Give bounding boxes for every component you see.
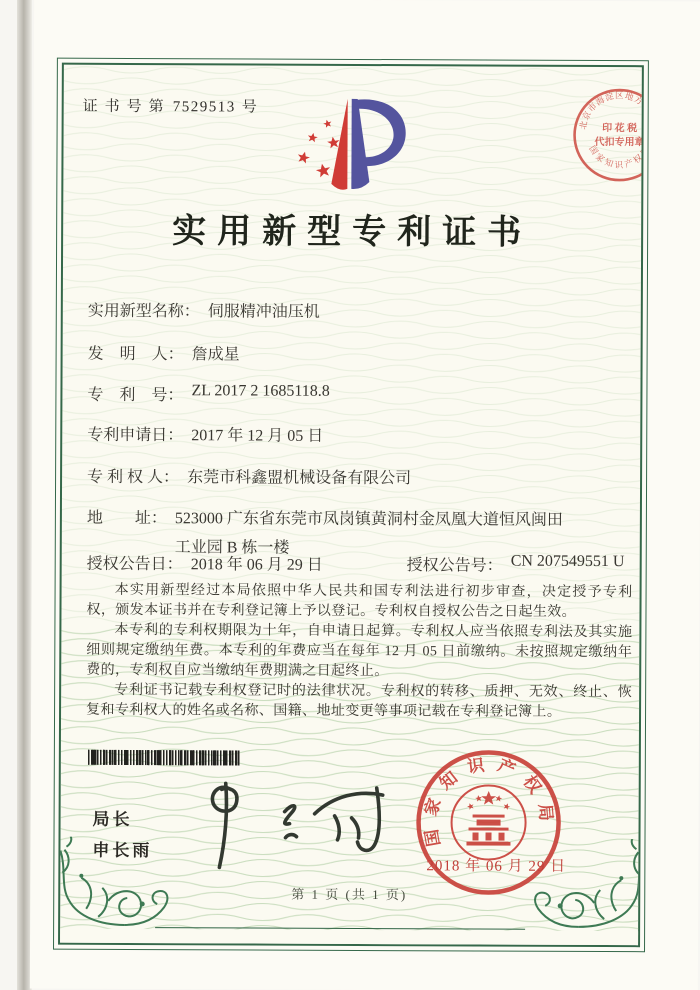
address-line-2: 工业园 B 栋一楼 <box>174 539 290 557</box>
certificate-number-prefix: 证书号第 <box>82 98 171 116</box>
seal-org-text: 国家知识产权局 <box>420 754 557 848</box>
field-row-patent-number <box>87 382 329 406</box>
field-label: 地 址： <box>86 509 167 528</box>
field-value: 2017 年 12 月 05 日 <box>191 427 324 445</box>
certificate-title: 实用新型专利证书 <box>172 213 533 252</box>
field-row-grant <box>87 551 643 576</box>
address-line-1: 523000 广东省东莞市凤岗镇黄洞村金凤凰大道恒风闽田 <box>174 510 563 529</box>
page-number: 第 1 页 (共 1 页) <box>291 886 408 903</box>
field-value: 伺服精冲油压机 <box>207 303 320 321</box>
legal-paragraph-2: 本专利的专利权期限为十年，自申请日起算。专利权人应当依照专利法及其实施细则规定缴纳年费。本专利的年费应当在每年 12 月 05 日前缴纳。未按照规定缴纳年费的，专利权自应当缴纳年费期满之日起终止。 <box>86 622 633 680</box>
field-value: 东莞市科鑫盟机械设备有限公司 <box>187 469 412 488</box>
legal-paragraph-3: 专利证书记载专利权登记时的法律状况。专利权的转移、质押、无效、终止、恢复和专利权人的姓名或名称、国籍、地址变更等事项记载在专利登记簿上。 <box>86 682 633 720</box>
certificate-number <box>83 95 257 117</box>
grant-number-group <box>407 552 625 576</box>
field-row-name <box>88 298 320 322</box>
national-emblem-icon <box>451 785 525 859</box>
certificate-number-suffix: 号 <box>241 99 257 116</box>
field-value: ZL 2017 2 1685118.8 <box>191 382 330 400</box>
grant-date-label: 授权公告日： <box>86 555 183 574</box>
tax-seal-top-arc: 北京市海淀区地方税务局 <box>577 90 662 131</box>
legal-text <box>86 581 633 723</box>
field-label: 专 利 权 人： <box>87 468 180 487</box>
field-row-patentee <box>87 464 411 488</box>
certificate-number-value: 7529513 <box>172 99 236 116</box>
inner-border-frame <box>58 63 662 948</box>
tax-seal-line2: 代扣专用章 <box>594 136 645 149</box>
seal-date: 2018 年 06 月 29 日 <box>426 858 567 875</box>
cnipa-logo-icon <box>277 96 427 207</box>
legal-paragraph-1: 本实用新型经过本局依照中华人民共和国专利法进行初步审查，决定授予专利权，颁发本证书并在专利登记簿上予以登记。专利权自授权公告之日起生效。 <box>86 582 633 620</box>
grant-date-value: 2018 年 06 月 29 日 <box>190 556 323 574</box>
outer-border-frame <box>53 58 662 953</box>
signer-name: 申长雨 <box>92 840 153 861</box>
signer-title: 局长 <box>92 809 133 829</box>
barcode <box>88 750 240 766</box>
grant-number-value: CN 207549551 U <box>510 552 625 571</box>
grant-number-label: 授权公告号： <box>406 557 503 575</box>
certificate-paper <box>30 0 700 990</box>
field-row-filing-date <box>87 422 323 446</box>
tax-seal-bottom-arc: 国家知识产权局 <box>587 142 653 170</box>
handwritten-signature <box>188 777 393 878</box>
official-seal <box>412 746 565 899</box>
tax-seal-line1: 印 花 税 <box>602 123 638 135</box>
field-value: 詹成星 <box>191 346 240 364</box>
field-label: 专 利 号： <box>87 386 184 405</box>
field-row-inventor <box>88 341 240 365</box>
field-label: 发 明 人： <box>87 345 184 364</box>
field-label: 实用新型名称： <box>87 302 200 321</box>
stamp-tax-seal <box>563 79 662 191</box>
field-label: 专利申请日： <box>87 426 184 445</box>
